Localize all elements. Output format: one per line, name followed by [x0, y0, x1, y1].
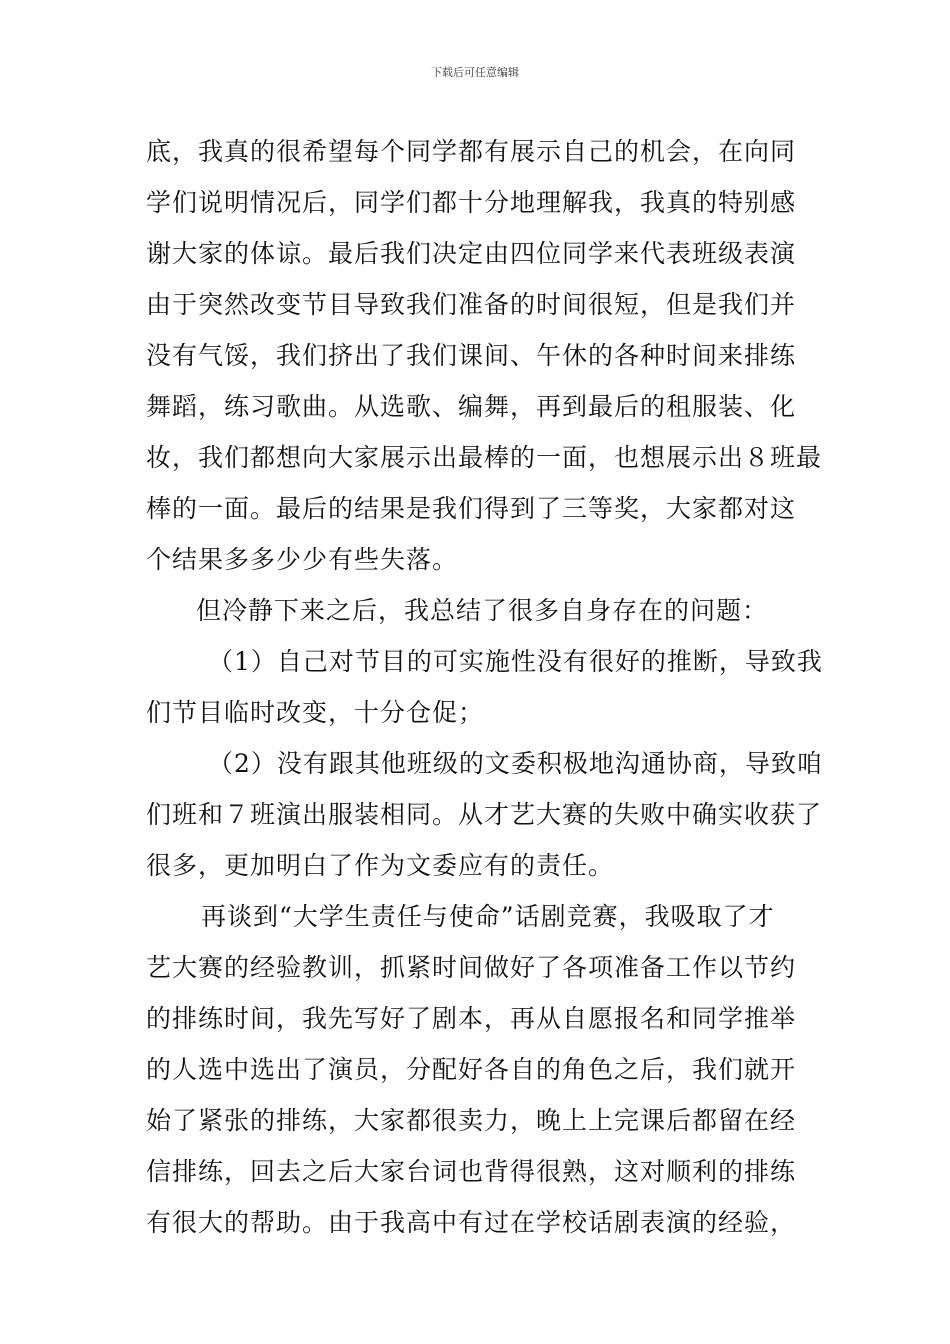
text-line: 们班和７班演出服装相同。从才艺大赛的失败中确实收获了	[146, 800, 823, 829]
text-line: 底，我真的很希望每个同学都有展示自己的机会，在向同	[146, 137, 797, 166]
text-line: 们节目临时改变，十分仓促；	[146, 698, 485, 727]
text-line: 艺大赛的经验教训，抓紧时间做好了各项准备工作以节约	[146, 953, 797, 982]
text-line: 的人选中选出了演员，分配好各自的角色之后，我们就开	[146, 1055, 797, 1084]
text-line: 舞蹈，练习歌曲。从选歌、编舞，再到最后的租服装、化	[146, 392, 797, 421]
text-line: 很多，更加明白了作为文委应有的责任。	[146, 851, 615, 880]
text-line: 棒的一面。最后的结果是我们得到了三等奖，大家都对这	[146, 494, 797, 523]
list-item-1-line: （1）自己对节目的可实施性没有很好的推断，导致我	[208, 647, 823, 676]
text-line: 谢大家的体谅。最后我们决定由四位同学来代表班级表演	[146, 239, 797, 268]
text-line: 始了紧张的排练，大家都很卖力，晚上上完课后都留在经	[146, 1106, 797, 1135]
text-line: 信排练，回去之后大家台词也背得很熟，这对顺利的排练	[146, 1157, 797, 1186]
page-header: 下载后可任意编辑	[431, 66, 519, 79]
text-line: 学们说明情况后，同学们都十分地理解我，我真的特别感	[146, 188, 797, 217]
text-line: 妆，我们都想向大家展示出最棒的一面，也想展示出８班最	[146, 443, 823, 472]
text-line: 没有气馁，我们挤出了我们课间、午休的各种时间来排练	[146, 341, 797, 370]
text-line: 有很大的帮助。由于我高中有过在学校话剧表演的经验，	[146, 1208, 797, 1237]
text-line: 的排练时间，我先写好了剧本，再从自愿报名和同学推举	[146, 1004, 797, 1033]
paragraph-start-line: 但冷静下来之后，我总结了很多自身存在的问题：	[196, 596, 769, 625]
paragraph-start-line: 再谈到“大学生责任与使命”话剧竞赛，我吸取了才	[201, 902, 775, 931]
text-line: 个结果多多少少有些失落。	[146, 545, 459, 574]
document-body	[146, 126, 823, 1248]
text-line: 由于突然改变节目导致我们准备的时间很短，但是我们并	[146, 290, 797, 319]
list-item-2-line: （2）没有跟其他班级的文委积极地沟通协商，导致咱	[208, 749, 823, 778]
